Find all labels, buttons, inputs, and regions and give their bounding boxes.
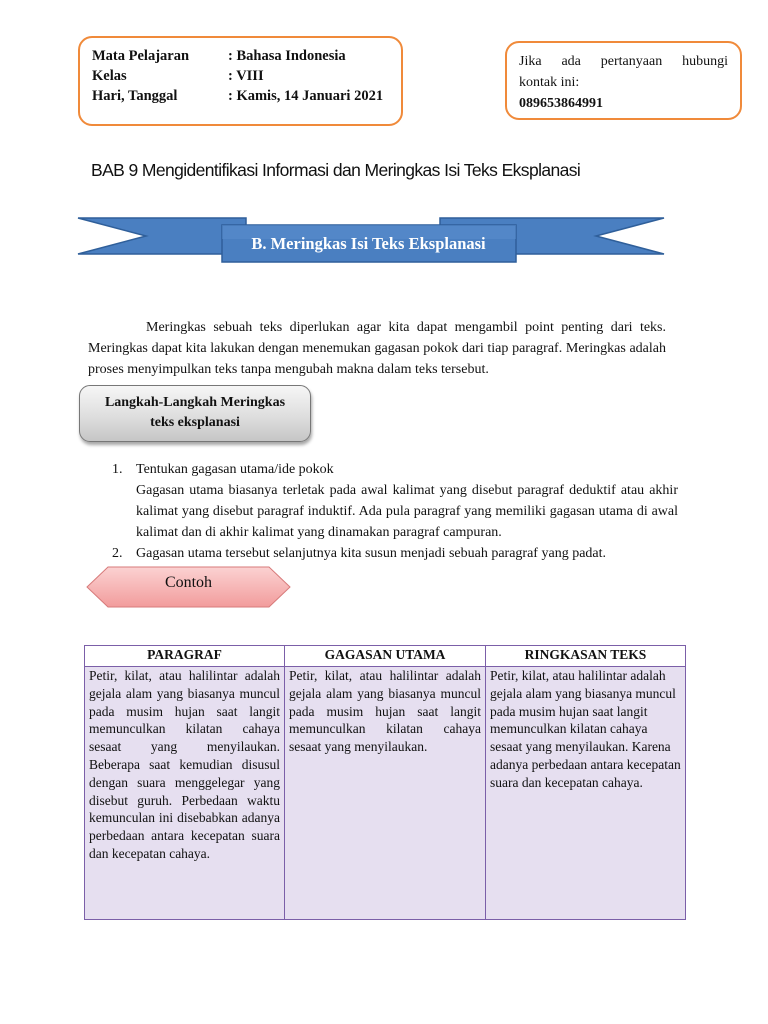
contact-text: Jika ada pertanyaan hubungi	[519, 54, 728, 69]
step-number: 1.	[112, 462, 123, 477]
list-item	[112, 543, 678, 564]
steps-list	[112, 459, 678, 564]
summary-table	[84, 645, 686, 920]
section-ribbon-title: B. Meringkas Isi Teks Eksplanasi	[251, 234, 486, 253]
step-body	[136, 543, 678, 564]
step-title: Tentukan gagasan utama/ide pokok	[136, 462, 334, 477]
contact-text-2: kontak ini:	[519, 75, 580, 90]
info-label: Hari, Tanggal	[92, 88, 178, 104]
info-label: Kelas	[92, 68, 127, 84]
table-cell: Petir, kilat, atau halilintar adalah gejala alam yang biasanya muncul pada musim hujan saat langit memunculkan kilatan cahaya sesaat yang menyilaukan.	[285, 667, 486, 920]
info-row-date	[92, 86, 389, 106]
intro-text: Meringkas sebuah teks diperlukan agar kita dapat mengambil point penting dari teks. Meringkas dapat kita lakukan dengan menemukan gagasan pokok dari tiap paragraf. Meringkas adalah proses menyimpulkan teks tanpa mengubah makna dalam teks tersebut.	[88, 320, 666, 377]
column-header: GAGASAN UTAMA	[285, 646, 486, 667]
step-title: Gagasan utama tersebut selanjutnya kita susun menjadi sebuah paragraf yang padat.	[136, 546, 607, 561]
table-cell: Petir, kilat, atau halilintar adalah gejala alam yang biasanya muncul pada musim hujan saat langit memunculkan kilatan cahaya sesaat yang menyilaukan. Karena adanya perbedaan antara kecepatan suara dan kecepatan cahaya.	[486, 667, 686, 920]
step-detail: Gagasan utama biasanya terletak pada awal kalimat yang disebut paragraf deduktif atau akhir kalimat yang disebut paragraf induktif. Ada pula paragraf yang memiliki gagasan utama di awal kalimat dan di akhir kalimat yang dinamakan paragraf campuran.	[136, 483, 678, 540]
column-header: PARAGRAF	[85, 646, 285, 667]
contact-box	[505, 41, 742, 120]
info-row-subject	[92, 46, 389, 66]
info-value: : Kamis, 14 Januari 2021	[228, 88, 384, 104]
table-cell: Petir, kilat, atau halilintar adalah gejala alam yang biasanya muncul pada musim hujan saat langit memunculkan kilatan cahaya sesaat yang menyilaukan. Beberapa saat kemudian disusul dengan suara menggelegar yang disebut guruh. Perbedaan waktu kemunculan ini disebabkan adanya perbedaan antara kecepatan suara dan kecepatan cahaya.	[85, 667, 285, 920]
step-body	[136, 459, 678, 543]
info-row-class	[92, 66, 389, 86]
steps-heading-line2: teks eksplanasi	[150, 415, 240, 430]
contact-phone[interactable]: 089653864991	[519, 96, 603, 111]
example-label: Contoh	[164, 574, 213, 591]
table-header-row	[85, 646, 686, 667]
intro-paragraph	[88, 317, 666, 380]
chapter-title: BAB 9 Mengidentifikasi Informasi dan Meringkas Isi Teks Eksplanasi	[91, 160, 581, 180]
steps-heading-box	[79, 385, 311, 442]
column-header: RINGKASAN TEKS	[486, 646, 686, 667]
info-value: : Bahasa Indonesia	[228, 48, 346, 64]
info-label: Mata Pelajaran	[92, 48, 190, 64]
steps-heading-line1: Langkah-Langkah Meringkas	[104, 395, 286, 410]
lesson-info-box	[78, 36, 403, 126]
info-value: : VIII	[228, 68, 264, 84]
table-row	[85, 667, 686, 920]
list-item	[112, 459, 678, 543]
step-number: 2.	[112, 546, 123, 561]
